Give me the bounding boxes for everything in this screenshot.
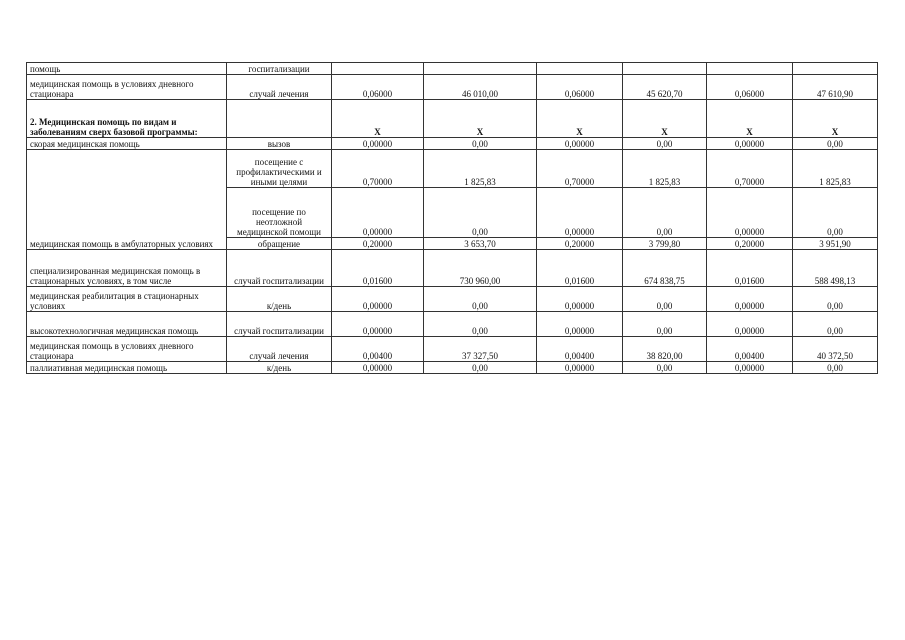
service-name-cell: паллиативная медицинская помощь: [27, 362, 227, 374]
value-cell: 0,00: [793, 362, 878, 374]
value-cell: [332, 63, 424, 75]
value-cell: 0,20000: [332, 238, 424, 250]
value-cell: 0,00400: [707, 337, 793, 362]
value-cell: 0,70000: [537, 150, 623, 188]
unit-cell: к/день: [227, 287, 332, 312]
value-cell: 0,00400: [537, 337, 623, 362]
value-cell: 0,00000: [332, 312, 424, 337]
value-cell: [537, 63, 623, 75]
service-name-cell: медицинская реабилитация в стационарных условиях: [27, 287, 227, 312]
unit-cell: случай лечения: [227, 75, 332, 100]
value-cell: 47 610,90: [793, 75, 878, 100]
x-mark: X: [793, 100, 878, 138]
value-cell: 0,00000: [332, 362, 424, 374]
x-mark: X: [537, 100, 623, 138]
tariff-table: [26, 62, 878, 374]
value-cell: 0,06000: [537, 75, 623, 100]
value-cell: 0,00000: [707, 362, 793, 374]
value-cell: 0,00000: [707, 188, 793, 238]
value-cell: 0,01600: [537, 250, 623, 287]
value-cell: 3 951,90: [793, 238, 878, 250]
value-cell: 0,00400: [332, 337, 424, 362]
value-cell: 0,00000: [707, 138, 793, 150]
unit-cell: случай лечения: [227, 337, 332, 362]
value-cell: 0,01600: [707, 250, 793, 287]
table-row: [27, 138, 878, 150]
service-name-cell: высокотехнологичная медицинская помощь: [27, 312, 227, 337]
service-name-cell: помощь: [27, 63, 227, 75]
value-cell: 0,06000: [332, 75, 424, 100]
value-cell: 1 825,83: [424, 150, 537, 188]
value-cell: 0,01600: [332, 250, 424, 287]
value-cell: 0,70000: [332, 150, 424, 188]
value-cell: 0,00000: [332, 287, 424, 312]
unit-cell: госпитализации: [227, 63, 332, 75]
value-cell: 3 799,80: [623, 238, 707, 250]
value-cell: 0,00: [793, 138, 878, 150]
x-mark: X: [332, 100, 424, 138]
value-cell: 0,00000: [707, 312, 793, 337]
unit-cell: к/день: [227, 362, 332, 374]
value-cell: 38 820,00: [623, 337, 707, 362]
value-cell: 730 960,00: [424, 250, 537, 287]
value-cell: 0,00: [623, 188, 707, 238]
value-cell: 674 838,75: [623, 250, 707, 287]
table-row: [27, 337, 878, 362]
unit-cell: вызов: [227, 138, 332, 150]
value-cell: 0,00: [623, 287, 707, 312]
table-row: [27, 75, 878, 100]
value-cell: 0,00: [793, 188, 878, 238]
value-cell: 1 825,83: [793, 150, 878, 188]
value-cell: 0,00000: [332, 138, 424, 150]
value-cell: 0,70000: [707, 150, 793, 188]
table-row: [27, 362, 878, 374]
service-name-cell: медицинская помощь в условиях дневного стационара: [27, 337, 227, 362]
value-cell: 0,00000: [332, 188, 424, 238]
service-name-cell: скорая медицинская помощь: [27, 138, 227, 150]
service-name-cell: специализированная медицинская помощь в стационарных условиях, в том числе: [27, 250, 227, 287]
value-cell: 0,06000: [707, 75, 793, 100]
section-heading: 2. Медицинская помощь по видам и заболеваниям сверх базовой программы:: [27, 100, 227, 138]
section-heading-row: [27, 100, 878, 138]
value-cell: 0,00000: [537, 312, 623, 337]
value-cell: 0,00: [623, 362, 707, 374]
value-cell: [707, 63, 793, 75]
value-cell: 45 620,70: [623, 75, 707, 100]
x-mark: X: [424, 100, 537, 138]
value-cell: 46 010,00: [424, 75, 537, 100]
value-cell: 588 498,13: [793, 250, 878, 287]
table-row: [27, 250, 878, 287]
x-mark: X: [707, 100, 793, 138]
value-cell: 40 372,50: [793, 337, 878, 362]
unit-cell: посещение с профилактическими и иными целями: [227, 150, 332, 188]
value-cell: [424, 63, 537, 75]
value-cell: 0,00000: [707, 287, 793, 312]
table-row: [27, 150, 878, 188]
value-cell: 3 653,70: [424, 238, 537, 250]
service-name-cell: медицинская помощь в амбулаторных условиях: [27, 150, 227, 250]
value-cell: 0,00: [623, 138, 707, 150]
unit-cell: посещение по неотложной медицинской помощи: [227, 188, 332, 238]
value-cell: 0,20000: [707, 238, 793, 250]
table-row: [27, 63, 878, 75]
value-cell: 0,00000: [537, 287, 623, 312]
value-cell: 0,00000: [537, 138, 623, 150]
table-row: [27, 312, 878, 337]
unit-cell: случай госпитализации: [227, 312, 332, 337]
value-cell: 0,00: [424, 362, 537, 374]
value-cell: 0,00: [424, 287, 537, 312]
value-cell: 0,00: [793, 287, 878, 312]
unit-cell: случай госпитализации: [227, 250, 332, 287]
value-cell: [623, 63, 707, 75]
service-name-cell: медицинская помощь в условиях дневного стационара: [27, 75, 227, 100]
value-cell: 0,20000: [537, 238, 623, 250]
unit-cell: обращение: [227, 238, 332, 250]
value-cell: 37 327,50: [424, 337, 537, 362]
value-cell: 0,00: [623, 312, 707, 337]
value-cell: 1 825,83: [623, 150, 707, 188]
value-cell: 0,00000: [537, 188, 623, 238]
unit-cell: [227, 100, 332, 138]
value-cell: 0,00: [424, 138, 537, 150]
table-row: [27, 287, 878, 312]
value-cell: 0,00000: [537, 362, 623, 374]
value-cell: [793, 63, 878, 75]
value-cell: 0,00: [424, 312, 537, 337]
value-cell: 0,00: [424, 188, 537, 238]
x-mark: X: [623, 100, 707, 138]
value-cell: 0,00: [793, 312, 878, 337]
